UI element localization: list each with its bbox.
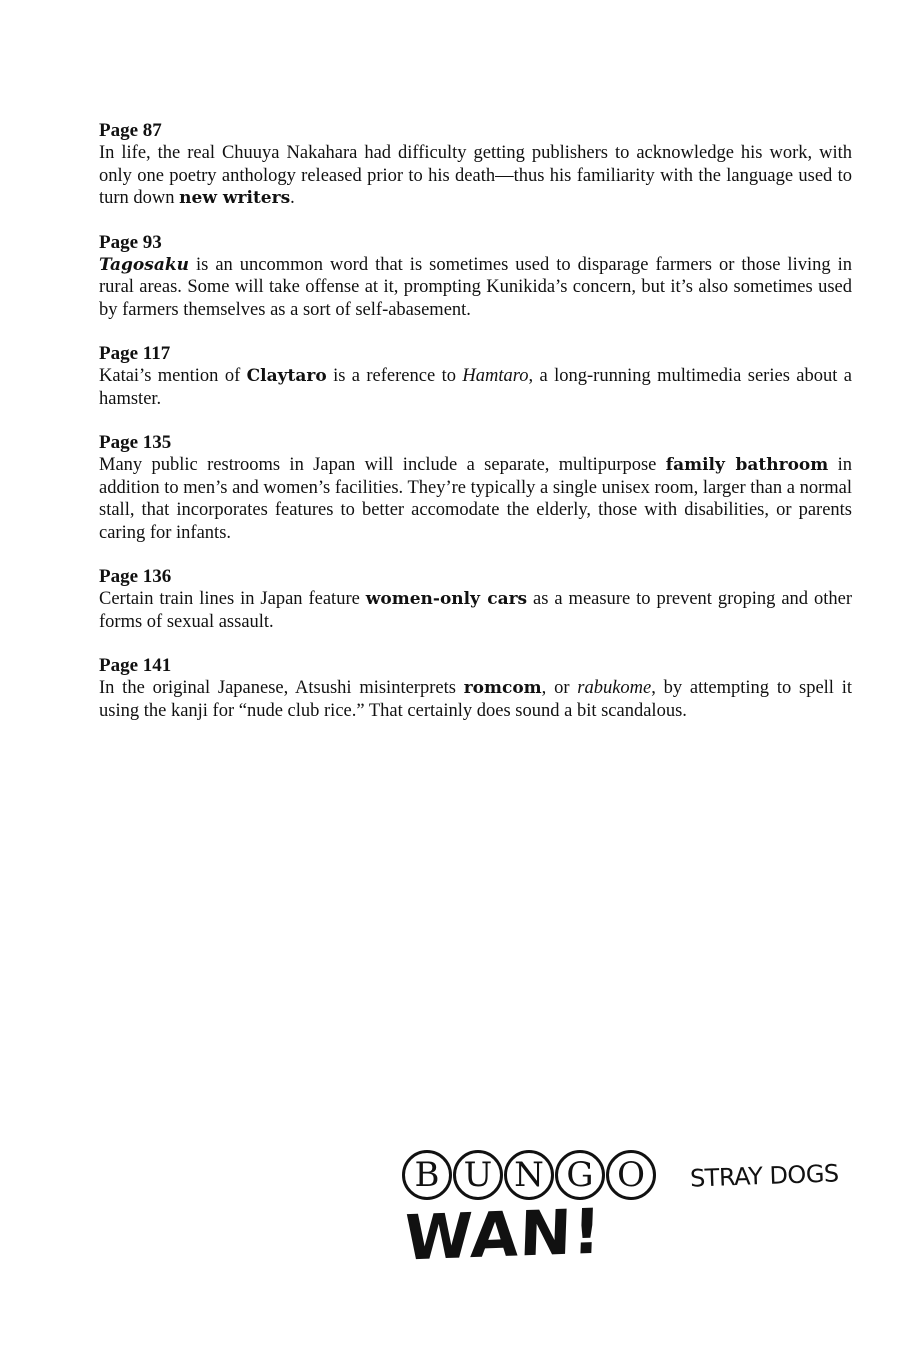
- logo-letter-u: U: [453, 1150, 503, 1200]
- note-text: , or: [541, 678, 578, 698]
- logo-circle-letters: [402, 1150, 656, 1200]
- translation-notes: [99, 120, 852, 744]
- note-page-135: [99, 432, 852, 544]
- note-heading: Page 136: [99, 566, 172, 587]
- italic-title: Hamtaro: [462, 366, 529, 386]
- note-page-141: [99, 655, 852, 722]
- note-text: Many public restrooms in Japan will include a separate, multipurpose: [99, 455, 666, 475]
- note-body: [99, 454, 852, 544]
- bold-term: Claytaro: [246, 366, 327, 386]
- logo-letter-g: G: [555, 1150, 605, 1200]
- logo-subtitle: STRAY DOGS: [689, 1159, 840, 1193]
- italic-title: rabukome: [577, 678, 652, 698]
- note-text: .: [290, 188, 295, 208]
- note-text: as a measure to prevent groping and other forms of sexual assault.: [99, 589, 852, 632]
- note-text: , by attempting to spell it using the kanji for “nude club rice.” That certainly does sound a bit scandalous.: [99, 678, 852, 721]
- logo-wordmark: WAN!: [402, 1194, 603, 1275]
- note-body: [99, 142, 852, 210]
- note-text: , a long-running multimedia series about a hamster.: [99, 366, 852, 409]
- note-text: Certain train lines in Japan feature: [99, 589, 366, 609]
- bungo-stray-dogs-wan-logo: [402, 1150, 862, 1280]
- note-page-93: [99, 232, 852, 322]
- note-page-136: [99, 566, 852, 633]
- note-text: in addition to men’s and women’s facilities. They’re typically a single unisex room, larger than a normal stall, that incorporates features to better accomodate the elderly, those with disabilities, or parents caring for infants.: [99, 455, 852, 543]
- note-heading: Page 117: [99, 343, 171, 364]
- note-heading: Page 141: [99, 655, 172, 676]
- note-text: is a reference to: [326, 366, 463, 386]
- note-text: In life, the real Chuuya Nakahara had difficulty getting publishers to acknowledge his work, with only one poetry anthology released prior to his death—thus his familiarity with the language used to turn down: [99, 143, 852, 208]
- bold-term: family bathroom: [665, 455, 829, 475]
- note-body: [99, 588, 852, 633]
- bold-term: women-only cars: [365, 589, 528, 609]
- note-text: Katai’s mention of: [99, 366, 247, 386]
- note-page-117: [99, 343, 852, 410]
- note-heading: Page 135: [99, 432, 172, 453]
- note-text: In the original Japanese, Atsushi misinterprets: [99, 678, 464, 698]
- note-body: [99, 254, 852, 322]
- note-text: is an uncommon word that is sometimes used to disparage farmers or those living in rural areas. Some will take offense at it, prompting Kunikida’s concern, but it’s also sometimes used by farmers themselves as a sort of self-abasement.: [99, 254, 852, 320]
- logo-letter-b: B: [402, 1150, 452, 1200]
- note-page-87: [99, 120, 852, 210]
- note-body: [99, 365, 852, 410]
- note-heading: Page 93: [99, 231, 162, 253]
- logo-letter-n: N: [504, 1150, 554, 1200]
- bold-term: new writers: [179, 188, 291, 208]
- bold-italic-term: Tagosaku: [99, 254, 189, 275]
- note-heading: Page 87: [99, 120, 162, 141]
- logo-letter-o: O: [606, 1150, 656, 1200]
- note-body: [99, 677, 852, 722]
- bold-term: romcom: [463, 678, 542, 698]
